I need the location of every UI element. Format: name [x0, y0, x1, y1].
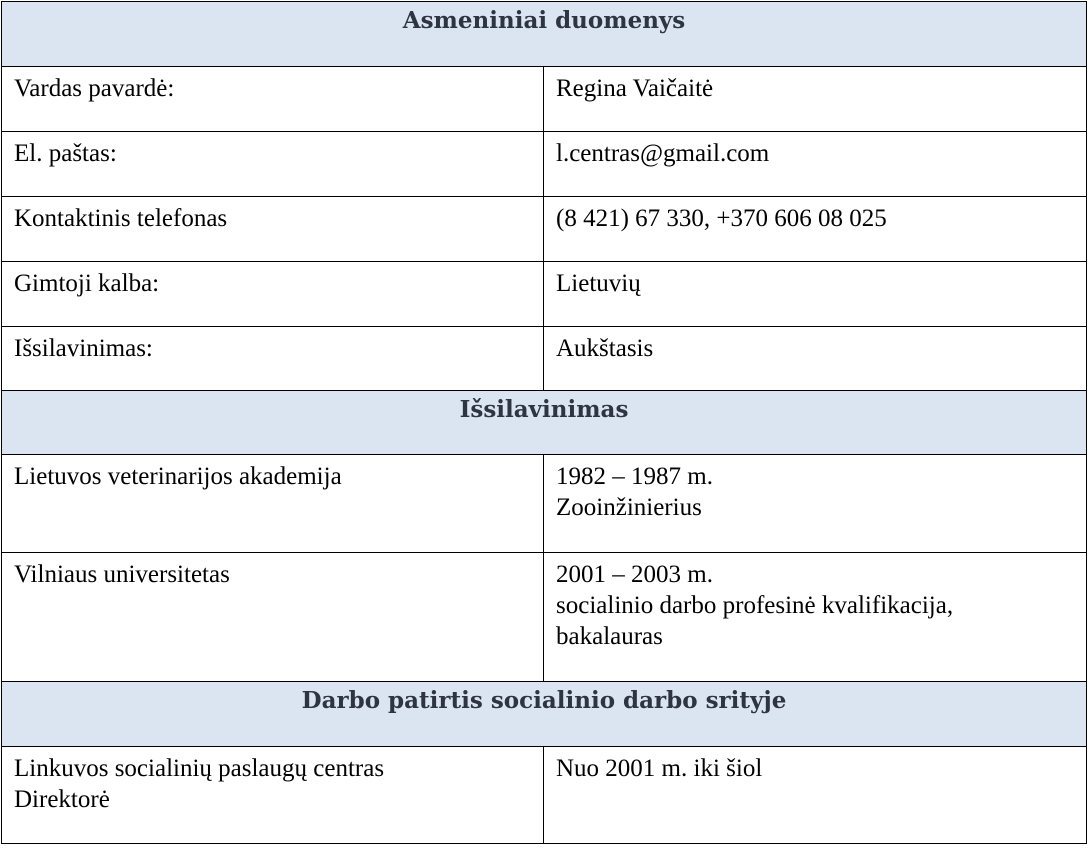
section-heading-education: Išsilavinimas [2, 391, 1087, 455]
field-value: (8 421) 67 330, +370 606 08 025 [544, 197, 1087, 262]
section-heading-personal: Asmeniniai duomenys [2, 2, 1087, 67]
institution-name: Vilniaus universitetas [2, 553, 544, 682]
work-period: Nuo 2001 m. iki šiol [544, 747, 1087, 844]
education-details [544, 553, 1087, 682]
section-heading-experience: Darbo patirtis socialinio darbo srityje [2, 682, 1087, 747]
table-row [2, 197, 1087, 262]
table-row [2, 455, 1087, 553]
job-title: Direktorė [14, 786, 110, 813]
institution-name: Lietuvos veterinarijos akademija [2, 455, 544, 553]
cv-table [1, 1, 1087, 844]
field-value: Regina Vaičaitė [544, 67, 1087, 132]
table-row [2, 553, 1087, 682]
table-row [2, 262, 1087, 327]
education-period: 2001 – 2003 m. [556, 561, 713, 588]
table-row [2, 327, 1087, 391]
field-label: Kontaktinis telefonas [2, 197, 544, 262]
workplace-name: Linkuvos socialinių paslaugų centras [14, 755, 385, 782]
workplace-details [2, 747, 544, 844]
table-row [2, 132, 1087, 197]
education-details [544, 455, 1087, 553]
section-header-row [2, 682, 1087, 747]
field-label: Gimtoji kalba: [2, 262, 544, 327]
field-value: Lietuvių [544, 262, 1087, 327]
field-value: Aukštasis [544, 327, 1087, 391]
table-row [2, 67, 1087, 132]
education-qualification: Zooinžinierius [556, 494, 702, 521]
field-label: Vardas pavardė: [2, 67, 544, 132]
section-header-row [2, 391, 1087, 455]
education-degree: bakalauras [556, 623, 663, 650]
table-row [2, 747, 1087, 844]
education-period: 1982 – 1987 m. [556, 463, 713, 490]
section-header-row [2, 2, 1087, 67]
education-qualification: socialinio darbo profesinė kvalifikacija, [556, 592, 954, 619]
field-label: Išsilavinimas: [2, 327, 544, 391]
field-label: El. paštas: [2, 132, 544, 197]
field-value: l.centras@gmail.com [544, 132, 1087, 197]
